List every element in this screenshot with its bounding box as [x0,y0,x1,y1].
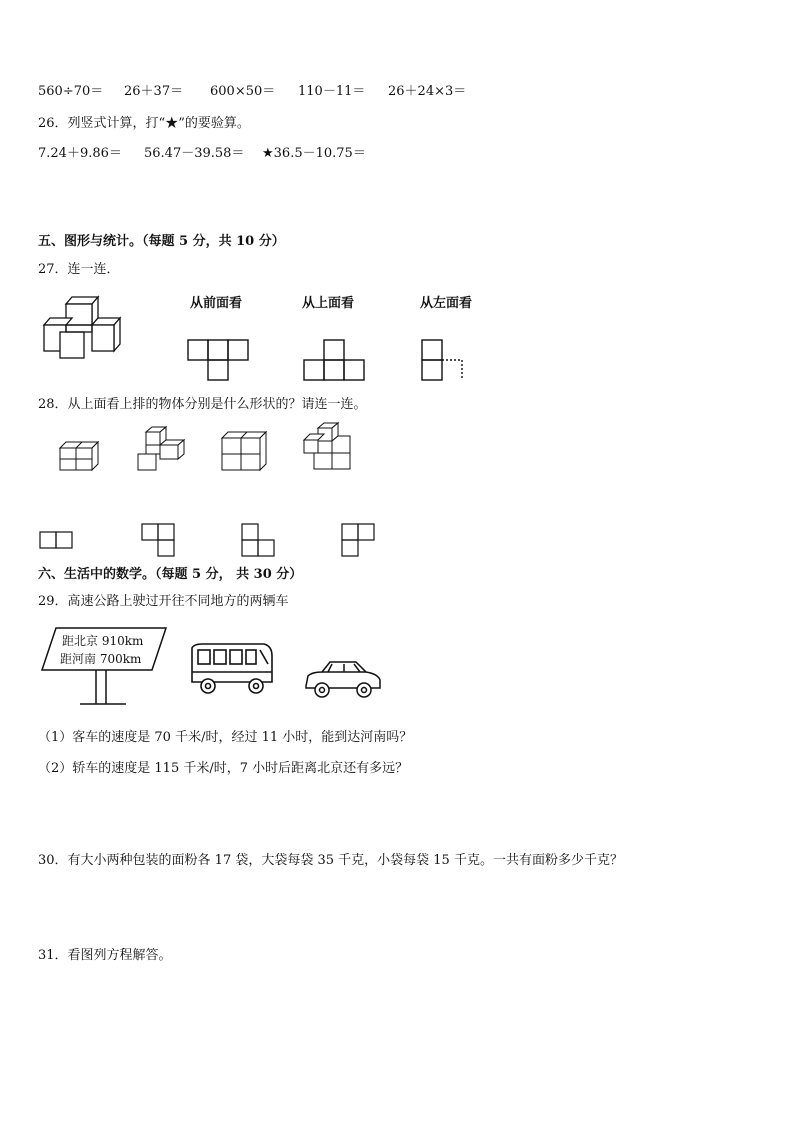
q28-object-3 [218,428,268,474]
q26-item-1: 7.24＋9.86＝ [38,146,122,161]
q28-object-4 [298,420,356,476]
calc-item-3: 600×50＝ [210,84,276,99]
view-label-top: 从上面看 [302,296,355,311]
q29-title: 29．高速公路上驶过开往不同地方的两辆车 [38,594,289,609]
q28-object-2 [134,424,190,476]
q28-shape-2 [140,522,180,562]
q27-block-figure [40,294,124,360]
sign-line-henan: 距河南 700km [60,652,142,666]
q29-sub1: （1）客车的速度是 70 千米/时，经过 11 小时，能到达河南吗？ [38,730,413,745]
view-shape-t [186,338,256,382]
calc-item-4: 110－11＝ [298,84,366,99]
road-sign [40,626,170,708]
calc-item-1: 560÷70＝ [38,84,104,99]
q28-shape-1 [38,530,78,552]
view-label-front: 从前面看 [190,296,243,311]
q26-item-3: ★36.5－10.75＝ [262,146,366,161]
calc-item-5: 26＋24×3＝ [388,84,467,99]
q28-shape-3 [240,522,280,562]
view-shape-inverted-t [302,338,372,382]
q26-item-2: 56.47－39.58＝ [144,146,245,161]
q28-shape-4 [340,522,380,562]
q30-title: 30．有大小两种包装的面粉各 17 袋，大袋每袋 35 千克，小袋每袋 15 千克。一共有面粉多少千克？ [38,853,623,868]
calc-item-2: 26＋37＝ [124,84,184,99]
view-shape-l [420,338,470,382]
q28-title: 28．从上面看上排的物体分别是什么形状的？请连一连。 [38,397,367,412]
car-icon [302,658,384,702]
sign-line-beijing: 距北京 910km [62,634,144,648]
q27-title: 27．连一连． [38,262,120,277]
q31-title: 31．看图列方程解答。 [38,948,172,963]
section5-title: 五、图形与统计。（每题 5 分，共 10 分） [38,234,285,249]
q29-sub2: （2）轿车的速度是 115 千米/时，7 小时后距离北京还有多远？ [38,761,409,776]
q26-title: 26．列竖式计算，打“★”的要验算。 [38,116,250,131]
q28-object-1 [56,434,104,474]
section6-title: 六、生活中的数学。（每题 5 分， 共 30 分） [38,567,303,582]
bus-icon [186,642,276,696]
view-label-left: 从左面看 [420,296,473,311]
